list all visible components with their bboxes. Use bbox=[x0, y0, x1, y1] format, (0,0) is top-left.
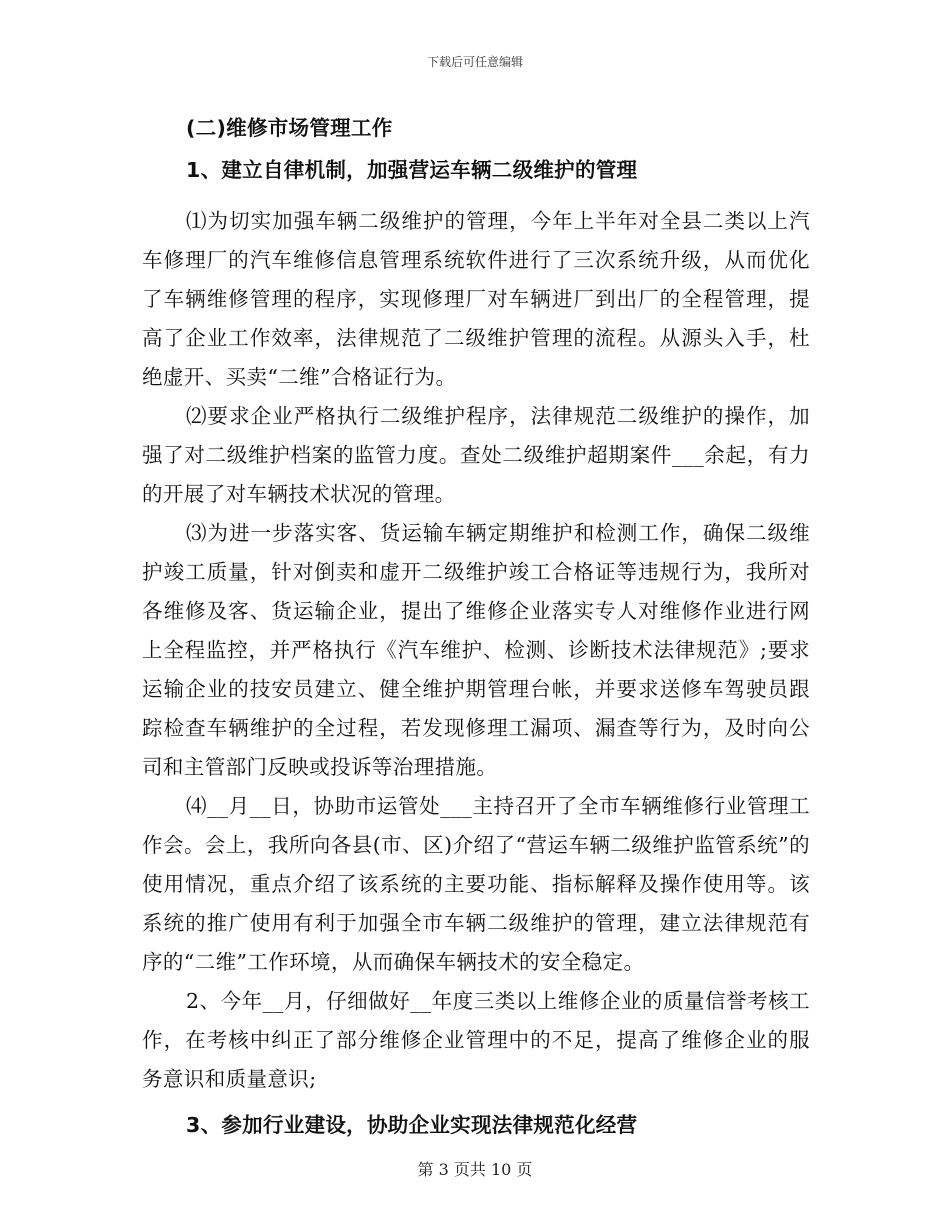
paragraph-item-2: ⑵要求企业严格执行二级维护程序，法律规范二级维护的操作，加强了对二级维护档案的监管力度。查处二级维护超期案件___余起，有力的开展了对车辆技术状况的管理。 bbox=[142, 404, 810, 506]
paragraph-item-3: ⑶为进一步落实客、货运输车辆定期维护和检测工作，确保二级维护竣工质量，针对倒卖和虚开二级维护竣工合格证等违规行为，我所对各维修及客、货运输企业，提出了维修企业落实专人对维修作业进行网上全程监控，并严格执行《汽车维护、检测、诊断技术法律规范》;要求运输企业的技安员建立、健全维护期管理台帐，并要求送修车驾驶员跟踪检查车辆维护的全过程，若发现修理工漏项、漏查等行为，及时向公司和主管部门反映或投诉等治理措施。 bbox=[142, 521, 810, 779]
paragraph-item-4: ⑷__月__日，协助市运管处___主持召开了全市车辆维修行业管理工作会。会上，我所向各县(市、区)介绍了“营运车辆二级维护监管系统”的使用情况，重点介绍了该系统的主要功能、指标解释及操作使用等。该系统的推广使用有利于加强全市车辆二级维护的管理，建立法律规范有序的“二维”工作环境，从而确保车辆技术的安全稳定。 bbox=[142, 794, 810, 974]
subsection-title-1: 1、建立自律机制，加强营运车辆二级维护的管理 bbox=[186, 158, 638, 182]
page-footer: 第 3 页共 10 页 bbox=[417, 1160, 533, 1179]
subsection-title-3: 3、参加行业建设，协助企业实现法律规范化经营 bbox=[186, 1113, 638, 1137]
section-title: (二)维修市场管理工作 bbox=[186, 116, 393, 140]
page-header: 下载后可任意编辑 bbox=[426, 55, 523, 69]
paragraph-item-1: ⑴为切实加强车辆二级维护的管理，今年上半年对全县二类以上汽车修理厂的汽车维修信息管理系统软件进行了三次系统升级，从而优化了车辆维修管理的程序，实现修理厂对车辆进厂到出厂的全程管理，提高了企业工作效率，法律规范了二级维护管理的流程。从源头入手，杜绝虚开、买卖“二维”合格证行为。 bbox=[142, 209, 810, 389]
document-body bbox=[142, 108, 810, 1145]
paragraph-2: 2、今年__月，仔细做好__年度三类以上维修企业的质量信誉考核工作，在考核中纠正了部分维修企业管理中的不足，提高了维修企业的服务意识和质量意识; bbox=[142, 989, 810, 1091]
